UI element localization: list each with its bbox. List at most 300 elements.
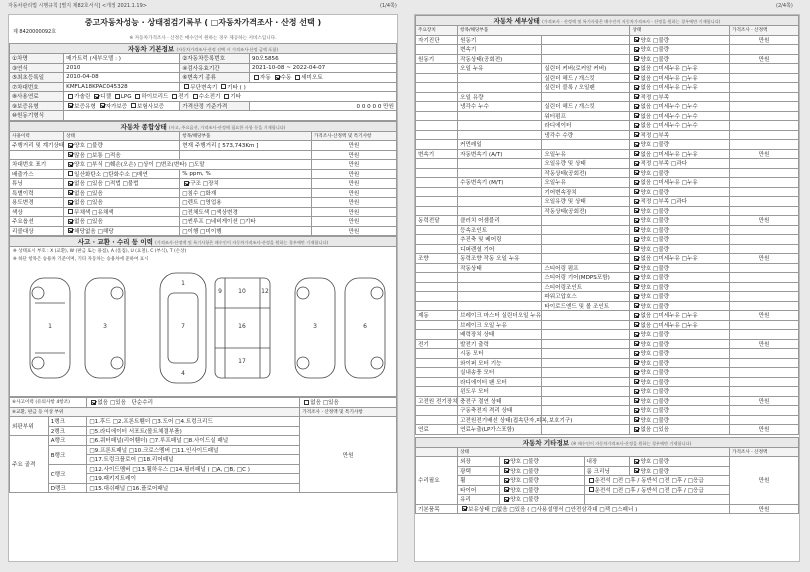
- accident-section: 사고 · 교환 · 수리 등 이력 (가격조사·산정액 및 특기사항은 매수인이 자동차가격조사·산정을 원하는 경우에만 기재합니다): [10, 237, 397, 247]
- subitem-label: [542, 358, 630, 368]
- subitem-label: [542, 349, 630, 359]
- row-label: 리콜대상: [10, 226, 64, 236]
- device-label: [416, 320, 458, 330]
- device-label: [416, 415, 458, 425]
- item-price: 만원: [730, 35, 799, 45]
- row-state: 많음 □보통 □적음: [64, 150, 180, 160]
- item-state: 없음 □미세누유 □누유: [630, 64, 730, 74]
- item-price: [730, 92, 799, 102]
- detail-row: [416, 301, 799, 311]
- car-diagram: [9, 247, 397, 397]
- device-label: [416, 273, 458, 283]
- checkbox[interactable]: [224, 94, 229, 99]
- item-label: 윈도우 모터: [458, 387, 542, 397]
- detail-row: [416, 102, 799, 112]
- item-label: 충전구 절연 상태: [458, 396, 542, 406]
- row-detail: □침수 □화재: [180, 188, 312, 198]
- checkbox[interactable]: [634, 332, 639, 337]
- item-label: 외장: [458, 457, 500, 467]
- row-label: 배출가스: [10, 169, 64, 179]
- subitem-label: 스티어링 펌프: [542, 263, 630, 273]
- main-label: 주요 골격: [10, 436, 49, 493]
- item-price: [730, 206, 799, 216]
- rank-label: D랭크: [48, 483, 87, 493]
- item-state: 양호 □불량: [630, 358, 730, 368]
- item-price: [730, 140, 799, 150]
- row-price: 만원: [311, 141, 396, 151]
- checkbox[interactable]: [634, 294, 639, 299]
- checkbox[interactable]: [634, 208, 639, 213]
- row-price: 만원: [311, 226, 396, 236]
- item-state: 양호 □불량: [630, 235, 730, 245]
- device-label: 조향: [416, 254, 458, 264]
- item-state: 양호 □불량: [500, 485, 584, 495]
- detail-row: [416, 216, 799, 226]
- item-state: 없음 □미세누유 □누유: [630, 311, 730, 321]
- checkbox[interactable]: [634, 246, 639, 251]
- item-state: 양호 □불량: [500, 495, 584, 505]
- checkbox[interactable]: [634, 237, 639, 242]
- other-price: 만원: [730, 504, 799, 514]
- rank-items: □5.라디에이터 서포트(볼트체결부품): [87, 426, 300, 436]
- checkbox[interactable]: [634, 284, 639, 289]
- checkbox[interactable]: [634, 256, 639, 261]
- checkbox[interactable]: [135, 94, 140, 99]
- checkbox[interactable]: [634, 189, 639, 194]
- item-label: [458, 292, 542, 302]
- col-header: 상태: [458, 447, 730, 457]
- item-label: [458, 273, 542, 283]
- item-price: [730, 368, 799, 378]
- row-detail: 현재 주행거리 [ 573,743Km ]: [180, 141, 312, 151]
- item-label: 냉각수 누수: [458, 102, 542, 112]
- item-label: 오일 누유: [458, 64, 542, 74]
- device-label: 제동: [416, 311, 458, 321]
- device-label: [416, 178, 458, 188]
- detail-row: [416, 254, 799, 264]
- warranty-options: 보증유형 자가보증 보험사보증: [64, 101, 180, 111]
- item-state: 양호 □불량: [630, 216, 730, 226]
- subitem-label: [542, 396, 630, 406]
- detail-row: [416, 244, 799, 254]
- device-label: [416, 235, 458, 245]
- subitem-label: 실린더 헤드 / 개스킷: [542, 102, 630, 112]
- checkbox[interactable]: [634, 123, 639, 128]
- outer-label: 외판부위: [10, 417, 49, 436]
- subitem-label: 오일유량 및 상태: [542, 197, 630, 207]
- item-state: 양호 □불량: [500, 476, 584, 486]
- item-price: 만원: [730, 54, 799, 64]
- device-label: [416, 168, 458, 178]
- detail-row: [416, 178, 799, 188]
- item-price: [730, 111, 799, 121]
- rank-label: C랭크: [48, 464, 87, 483]
- fuel-label: ⑧사용연료: [10, 92, 64, 102]
- item-label: 커먼레일: [458, 140, 542, 150]
- detail-row: [416, 396, 799, 406]
- checkbox[interactable]: [94, 94, 99, 99]
- device-label: [416, 111, 458, 121]
- item-state: 양호 □불량: [630, 35, 730, 45]
- item-label: 고전원전기배선 상태(접속단자,피복,보호기구): [458, 415, 542, 425]
- part-marker: 4: [181, 370, 185, 377]
- subitem-label: [542, 92, 630, 102]
- legend-symbols: ※ 상태표시 부호 : X (교환), W (판금 또는 용접), A (흠집), U (요철), C (부식), T (손상): [13, 249, 187, 254]
- item-state: 양호 □불량: [630, 54, 730, 64]
- item-price: [730, 349, 799, 359]
- summary-section: 자동차 종합상태 (사고, 주요옵션, 가격조사·산정에 필요한 사항 등을 기재합니다): [10, 121, 397, 131]
- detail-row: [416, 358, 799, 368]
- item-label: 구동축전지 격리 상태: [458, 406, 542, 416]
- item-state: 양호 □불량: [630, 140, 730, 150]
- detail-row: [416, 187, 799, 197]
- item-state: 양호 □불량: [630, 45, 730, 55]
- item-state: 양호 □불량: [630, 273, 730, 283]
- device-label: 연료: [416, 425, 458, 435]
- engine-value: [64, 111, 397, 121]
- row-label: 차대번호 표기: [10, 160, 64, 170]
- subitem-label: [542, 330, 630, 340]
- detail-row: [416, 320, 799, 330]
- detail-row: [416, 425, 799, 435]
- checkbox[interactable]: [634, 199, 639, 204]
- item-state: 적정 □부족: [630, 130, 730, 140]
- checkbox[interactable]: [634, 132, 639, 137]
- checkbox[interactable]: [634, 265, 639, 270]
- subitem-label: 기어변속장치: [542, 187, 630, 197]
- checkbox[interactable]: [172, 94, 177, 99]
- checkbox[interactable]: [131, 103, 136, 108]
- item-price: [730, 406, 799, 416]
- row-detail: □이행 □미이행: [180, 226, 312, 236]
- detail-row: [416, 121, 799, 131]
- item-state: 없음 □미세누유 □누유: [630, 320, 730, 330]
- row-detail: [180, 150, 312, 160]
- checkbox[interactable]: [100, 103, 105, 108]
- checkbox[interactable]: [634, 161, 639, 166]
- item-state: 적정 □부족 □과다: [630, 197, 730, 207]
- checkbox[interactable]: [634, 398, 639, 403]
- checkbox[interactable]: [634, 275, 639, 280]
- item-label: [458, 130, 542, 140]
- basic-items: 보유상태 □없음 □있음 ( □사용설명서 □안전삼각대 □잭 □스패너 ): [458, 504, 730, 514]
- checkbox[interactable]: [634, 360, 639, 365]
- item-state: 양호 □불량: [630, 339, 730, 349]
- item-label: 연료누출(LP가스포함): [458, 425, 542, 435]
- device-label: [416, 140, 458, 150]
- item-price: [730, 64, 799, 74]
- price-label: 가격산정 기준가격: [180, 101, 250, 111]
- plate-label: ②자동차등록번호: [180, 54, 250, 64]
- list-label: ⑥교환, 판금 등 이상 부위: [10, 407, 300, 417]
- detail-row: [416, 368, 799, 378]
- device-label: [416, 64, 458, 74]
- simple-options: 없음 □있음: [300, 398, 397, 408]
- row-price: 만원: [311, 150, 396, 160]
- tire-position: 운전석 □전 □후 / 동반석 □전 □후 / □응급: [584, 485, 730, 495]
- subitem-label: 오일누유: [542, 149, 630, 159]
- item-label: 내장: [584, 457, 630, 467]
- device-label: [416, 301, 458, 311]
- checkbox[interactable]: [634, 341, 639, 346]
- device-label: [416, 121, 458, 131]
- rank-items: □19.패키지트레이: [87, 474, 300, 484]
- first-reg-value: 2010-04-08: [64, 73, 180, 83]
- part-marker: 12: [261, 288, 269, 295]
- item-label: 룸 크리닝: [584, 466, 630, 476]
- page-number-left: (1/4쪽): [380, 3, 397, 9]
- subitem-label: 실린더 커버(로커암 커버): [542, 64, 630, 74]
- rank-items: □17.트렁크플로어 □18.리어패널: [87, 455, 300, 465]
- item-state: 없음 □미세누수 □누수: [630, 102, 730, 112]
- item-state: 양호 □불량: [630, 244, 730, 254]
- part-marker: 1: [48, 323, 52, 330]
- basic-info-section: 자동차 기본정보 (자동차가격조사·산정 선택 시 가격조사·산정 금액 포함): [10, 44, 397, 54]
- item-state: 없음 □미세누유 □누유: [630, 254, 730, 264]
- col-header: 상태: [64, 131, 180, 141]
- item-price: 만원: [730, 216, 799, 226]
- detail-row: [416, 387, 799, 397]
- item-state: 양호 □불량: [630, 225, 730, 235]
- detail-row: [416, 168, 799, 178]
- fuel-options: 가솔린 디젤 LPG 하이브리드 전기 수소전기 기타: [64, 92, 397, 102]
- detail-row: [416, 83, 799, 93]
- item-label: 와이퍼 모터 기능: [458, 358, 542, 368]
- item-label: 작동상태(공회전): [458, 54, 542, 64]
- checkbox[interactable]: [634, 351, 639, 356]
- rank-label: A랭크: [48, 436, 87, 446]
- engine-label: ⑩원동기형식: [10, 111, 64, 121]
- checkbox[interactable]: [634, 370, 639, 375]
- device-label: [416, 102, 458, 112]
- item-label: [458, 301, 542, 311]
- checkbox[interactable]: [634, 66, 639, 71]
- subitem-label: 작동상태(공회전): [542, 168, 630, 178]
- first-reg-label: ⑤최초등록일: [10, 73, 64, 83]
- item-label: 발전기 출력: [458, 339, 542, 349]
- checkbox[interactable]: [634, 151, 639, 156]
- subitem-label: [542, 140, 630, 150]
- checkbox[interactable]: [184, 84, 189, 89]
- checkbox[interactable]: [634, 104, 639, 109]
- checkbox[interactable]: [634, 75, 639, 80]
- checkbox[interactable]: [634, 417, 639, 422]
- item-state: 양호 □불량: [630, 396, 730, 406]
- checkbox[interactable]: [634, 322, 639, 327]
- device-label: [416, 92, 458, 102]
- device-label: [416, 83, 458, 93]
- checkbox[interactable]: [275, 75, 280, 80]
- device-label: [416, 387, 458, 397]
- device-label: [416, 349, 458, 359]
- detail-row: [416, 349, 799, 359]
- device-label: [416, 406, 458, 416]
- subitem-label: [542, 406, 630, 416]
- item-state: 적정 □부족 □과다: [630, 159, 730, 169]
- part-marker: 3: [313, 323, 317, 330]
- checkbox[interactable]: [634, 227, 639, 232]
- device-label: [416, 130, 458, 140]
- device-label: [416, 206, 458, 216]
- item-label: [458, 111, 542, 121]
- row-price: 만원: [311, 188, 396, 198]
- rank-items: □1.후드 □2.프론트휀더 □3.도어 □4.트렁크리드: [87, 417, 300, 427]
- checkbox[interactable]: [634, 313, 639, 318]
- device-label: [416, 187, 458, 197]
- row-state: 양호 □부식 □훼손(오손) □상이 □변조(변타) □도말: [64, 160, 312, 170]
- checkbox[interactable]: [634, 170, 639, 175]
- subitem-label: [542, 311, 630, 321]
- checkbox[interactable]: [115, 94, 120, 99]
- subitem-label: [542, 320, 630, 330]
- checkbox[interactable]: [634, 47, 639, 52]
- col-header: 사용이력: [10, 131, 64, 141]
- item-state: 양호 □불량: [630, 263, 730, 273]
- device-label: [416, 330, 458, 340]
- part-marker: 10: [238, 288, 246, 295]
- item-price: [730, 45, 799, 55]
- subitem-label: [542, 216, 630, 226]
- item-price: [730, 415, 799, 425]
- device-label: [416, 73, 458, 83]
- item-label: 광택: [458, 466, 500, 476]
- subitem-label: 라디에이터: [542, 121, 630, 131]
- checkbox[interactable]: [634, 113, 639, 118]
- checkbox[interactable]: [634, 85, 639, 90]
- checkbox[interactable]: [634, 37, 639, 42]
- detail-row: [416, 311, 799, 321]
- row-label: 주행거리 및 계기상태: [10, 141, 64, 151]
- item-price: [730, 320, 799, 330]
- other-table: [415, 437, 799, 515]
- checkbox[interactable]: [68, 94, 73, 99]
- subitem-label: 실린더 헤드 / 개스킷: [542, 73, 630, 83]
- checkbox[interactable]: [193, 94, 198, 99]
- accident-price: 만원: [300, 417, 397, 493]
- subitem-label: [542, 35, 630, 45]
- item-state: 없음 □미세누유 □누유: [630, 83, 730, 93]
- item-price: 만원: [730, 396, 799, 406]
- row-label: 주요옵션: [10, 217, 64, 227]
- subitem-label: [542, 254, 630, 264]
- part-marker: 9: [218, 288, 222, 295]
- device-label: [416, 159, 458, 169]
- item-label: 실내송풍 모터: [458, 368, 542, 378]
- item-state: 양호 □불량: [630, 368, 730, 378]
- rank-label: 1랭크: [48, 417, 87, 427]
- part-marker: 16: [238, 323, 246, 330]
- device-label: 자기진단: [416, 35, 458, 45]
- subitem-label: 실린더 블록 / 오일팬: [542, 83, 630, 93]
- checkbox[interactable]: [634, 94, 639, 99]
- row-price: 만원: [311, 198, 396, 208]
- item-price: [730, 130, 799, 140]
- accident-header: [9, 236, 397, 247]
- checkbox[interactable]: [634, 180, 639, 185]
- checkbox[interactable]: [295, 75, 300, 80]
- device-label: [416, 282, 458, 292]
- checkbox[interactable]: [634, 56, 639, 61]
- item-state: 양호 □불량: [630, 168, 730, 178]
- detail-row: [416, 273, 799, 283]
- item-price: 만원: [730, 425, 799, 435]
- rank-label: 2랭크: [48, 426, 87, 436]
- device-label: [416, 197, 458, 207]
- subitem-label: [542, 339, 630, 349]
- item-state: 없음 □미세누유 □누유: [630, 178, 730, 188]
- col-header: 상태: [630, 26, 730, 36]
- item-label: 오일 유량: [458, 92, 542, 102]
- checkbox[interactable]: [634, 379, 639, 384]
- subitem-label: [542, 54, 630, 64]
- name-value: 메가트럭 (세부모델 : ): [64, 54, 180, 64]
- legend-note: ※ 하단 항목은 승용차 기준이며, 기타 자동차는 승용차에 준하여 표시: [13, 257, 149, 262]
- year-value: 2010: [64, 63, 180, 73]
- item-label: 변속기: [458, 45, 542, 55]
- subitem-label: 냉각수 수량: [542, 130, 630, 140]
- checkbox[interactable]: [634, 142, 639, 147]
- row-state: 없음 □있음 □적법 □불법: [64, 179, 180, 189]
- car-outline-svg: [10, 263, 398, 393]
- checkbox[interactable]: [254, 75, 259, 80]
- device-label: [416, 244, 458, 254]
- row-detail: 구조 □장치: [180, 179, 312, 189]
- part-marker: 6: [363, 323, 367, 330]
- rank-items: □9.프론트패널 □10.크로스멤버 □11.인사이드패널: [87, 445, 300, 455]
- checkbox[interactable]: [634, 427, 639, 432]
- detail-row: [416, 263, 799, 273]
- checkbox[interactable]: [634, 408, 639, 413]
- item-price: [730, 292, 799, 302]
- page-2: [414, 14, 800, 562]
- item-price: [730, 121, 799, 131]
- other-section: 자동차 기타정보 (※ 매수인이 자동차가격조사·산정을 원하는 경우에만 기재합니다): [416, 437, 799, 447]
- row-detail: □렌트 □영업용: [180, 198, 312, 208]
- item-label: 타이어: [458, 485, 500, 495]
- detail-row: [416, 282, 799, 292]
- detail-row: [416, 92, 799, 102]
- item-price: [730, 263, 799, 273]
- row-detail: % ppm, %: [180, 169, 312, 179]
- checkbox[interactable]: [634, 389, 639, 394]
- item-label: [458, 159, 542, 169]
- row-price: 만원: [311, 160, 396, 170]
- detail-table: [415, 15, 799, 435]
- detail-row: [416, 130, 799, 140]
- item-label: 클러치 어셈블리: [458, 216, 542, 226]
- item-label: [458, 187, 542, 197]
- item-price: [730, 377, 799, 387]
- item-state: 양호 □불량: [630, 187, 730, 197]
- item-price: [730, 102, 799, 112]
- detail-row: [416, 235, 799, 245]
- item-state: 양호 □불량: [500, 466, 584, 476]
- detail-row: [416, 54, 799, 64]
- item-label: 배력장치 상태: [458, 330, 542, 340]
- checkbox[interactable]: [634, 218, 639, 223]
- checkbox[interactable]: [221, 84, 226, 89]
- rank-items: □6.쿼터패널(리어휀더) □7.루프패널 □8.사이드실 패널: [87, 436, 300, 446]
- detail-row: [416, 415, 799, 425]
- checkbox[interactable]: [634, 303, 639, 308]
- checkbox[interactable]: [68, 103, 73, 108]
- item-price: [730, 225, 799, 235]
- item-price: [730, 168, 799, 178]
- subitem-label: 스티어링조인트: [542, 282, 630, 292]
- row-label: [10, 150, 64, 160]
- item-label: [458, 83, 542, 93]
- history-label: ⑥사고이력 (유의사항 4항조): [10, 398, 87, 408]
